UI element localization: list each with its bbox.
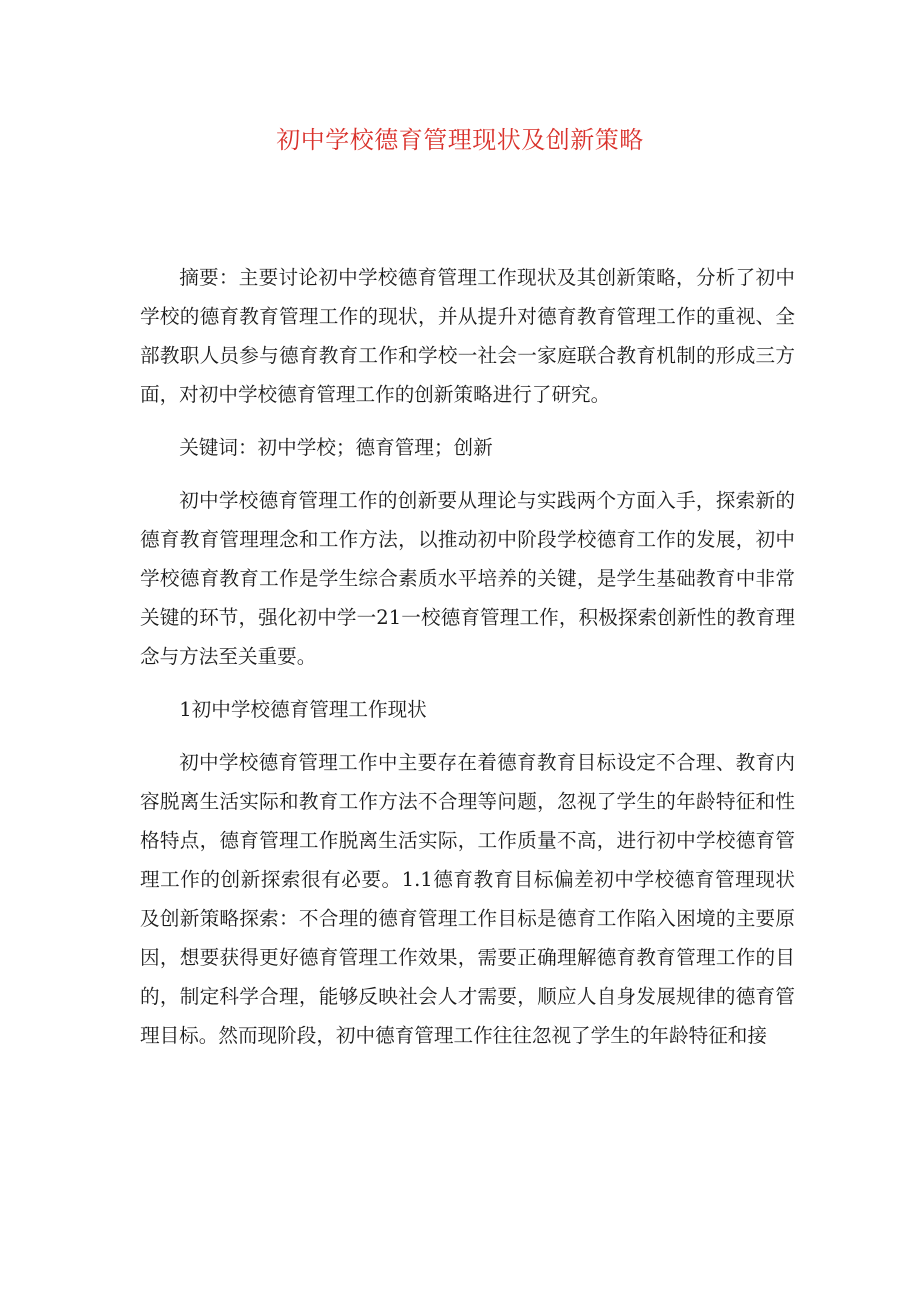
section-paragraph: 初中学校德育管理工作中主要存在着德育教育目标设定不合理、教育内容脱离生活实际和教育工作方法不合理等问题，忽视了学生的年龄特征和性格特点，德育管理工作脱离生活实际，工作质量不高，进行初中学校德育管理工作的创新探索很有必要。1.1德育教育目标偏差初中学校德育管理现状及创新策略探索：不合理的德育管理工作目标是德育工作陷入困境的主要原因，想要获得更好德育管理工作效果，需要正确理解德育教育管理工作的目的，制定科学合理，能够反映社会人才需要，顺应人自身发展规律的德育管理目标。然而现阶段，初中德育管理工作往往忽视了学生的年龄特征和接 xyxy=(140,751,795,1047)
document-body xyxy=(140,258,795,1069)
intro-paragraph: 初中学校德育管理工作的创新要从理论与实践两个方面入手，探索新的德育教育管理理念和工作方法，以推动初中阶段学校德育工作的发展，初中学校德育教育工作是学生综合素质水平培养的关键，是学生基础教育中非常关键的环节，强化初中学一21一校德育管理工作，积极探索创新性的教育理念与方法至关重要。 xyxy=(140,489,795,668)
section-heading: 1初中学校德育管理工作现状 xyxy=(179,698,427,721)
document-title: 初中学校德育管理现状及创新策略 xyxy=(276,126,644,154)
keywords-paragraph: 关键词：初中学校；德育管理；创新 xyxy=(179,436,493,459)
abstract-paragraph: 摘要：主要讨论初中学校德育管理工作现状及其创新策略，分析了初中学校的德育教育管理工作的现状，并从提升对德育教育管理工作的重视、全部教职人员参与德育教育工作和学校一社会一家庭联合教育机制的形成三方面，对初中学校德育管理工作的创新策略进行了研究。 xyxy=(140,266,795,406)
